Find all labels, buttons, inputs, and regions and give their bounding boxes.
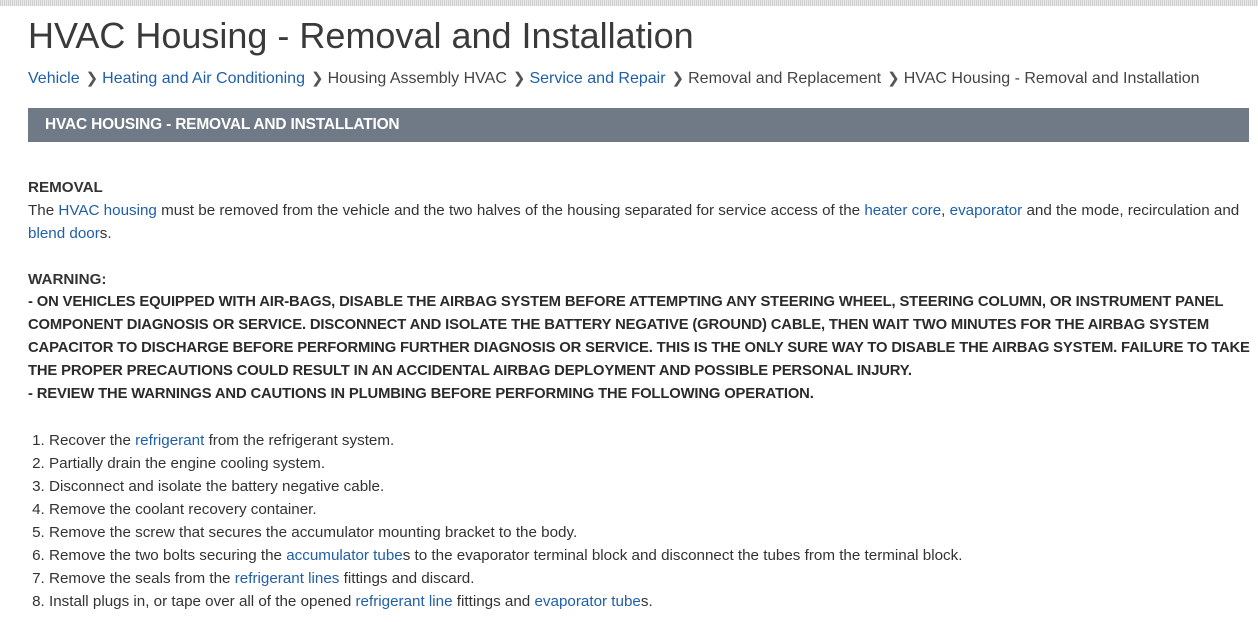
page-title: HVAC Housing - Removal and Installation xyxy=(28,15,694,56)
section-header-title: HVAC HOUSING - REMOVAL AND INSTALLATION xyxy=(45,116,400,133)
link-blend-door[interactable]: blend door xyxy=(28,225,100,242)
text: Install plugs in, or tape over all of the opened xyxy=(49,593,356,610)
text: and the mode, recirculation and xyxy=(1022,202,1240,219)
text: fittings and xyxy=(452,593,535,610)
breadcrumb-item-removal-replacement: Removal and Replacement xyxy=(688,70,882,87)
link-hvac-housing[interactable]: HVAC housing xyxy=(58,202,157,219)
breadcrumb-item-current: HVAC Housing - Removal and Installation xyxy=(903,70,1200,87)
text: Recover the xyxy=(49,432,136,449)
breadcrumb-item-housing-assembly: Housing Assembly HVAC xyxy=(327,70,507,87)
text: The xyxy=(28,202,59,219)
breadcrumb-item-heating-air-conditioning[interactable]: Heating and Air Conditioning xyxy=(102,70,305,87)
list-item xyxy=(49,544,1250,567)
breadcrumb xyxy=(28,68,1200,90)
chevron-right-icon: ❯ xyxy=(310,70,324,87)
text: s. xyxy=(99,225,112,242)
list-item: 2. Partially drain the engine cooling system. xyxy=(49,452,1250,475)
chevron-right-icon: ❯ xyxy=(887,70,900,87)
link-refrigerant[interactable]: refrigerant xyxy=(135,432,205,449)
warning-airbag: - ON VEHICLES EQUIPPED WITH AIR-BAGS, DISABLE THE AIRBAG SYSTEM BEFORE ATTEMPTING ANY STEERING WHEEL, STEERING COLUMN, OR INSTRUMENT PANEL COMPONENT DIAGNOSIS OR SERVICE. DISCONNECT AND ISOLATE THE BATTERY NEGATIVE (GROUND) CABLE, THEN WAIT TWO MINUTES FOR THE AIRBAG SYSTEM CAPACITOR TO DISCHARGE BEFORE PERFORMING FURTHER DIAGNOSIS OR SERVICE. THIS IS THE ONLY SURE WAY TO DISABLE THE AIRBAG SYSTEM. FAILURE TO TAKE THE PROPER PRECAUTIONS COULD RESULT IN AN ACCIDENTAL AIRBAG DEPLOYMENT AND POSSIBLE PERSONAL INJURY. xyxy=(28,294,1250,379)
chevron-right-icon: ❯ xyxy=(671,70,685,87)
removal-heading: REMOVAL xyxy=(28,179,103,196)
removal-steps-list xyxy=(28,429,1250,613)
breadcrumb-item-vehicle[interactable]: Vehicle xyxy=(28,70,80,87)
warning-plumbing: - REVIEW THE WARNINGS AND CAUTIONS IN PLUMBING BEFORE PERFORMING THE FOLLOWING OPERATION. xyxy=(28,386,814,402)
text: Remove the seals from the xyxy=(49,570,235,587)
breadcrumb-item-service-repair[interactable]: Service and Repair xyxy=(529,70,666,87)
text: s. xyxy=(640,593,653,610)
link-evaporator[interactable]: evaporator xyxy=(949,202,1023,219)
link-accumulator-tube[interactable]: accumulator tube xyxy=(286,547,403,564)
warning-heading: WARNING: xyxy=(28,271,107,288)
list-item: 4. Remove the coolant recovery container. xyxy=(49,498,1250,521)
list-item xyxy=(49,590,1250,613)
link-refrigerant-line[interactable]: refrigerant line xyxy=(355,593,453,610)
section-header-bar xyxy=(28,108,1249,142)
list-item xyxy=(49,429,1250,452)
list-item: 3. Disconnect and isolate the battery negative cable. xyxy=(49,475,1250,498)
list-item xyxy=(49,567,1250,590)
text: s to the evaporator terminal block and disconnect the tubes from the terminal block. xyxy=(402,547,963,564)
text: must be removed from the vehicle and the two halves of the housing separated for service access of the xyxy=(156,202,865,219)
top-border xyxy=(0,0,1258,6)
link-refrigerant-lines[interactable]: refrigerant lines xyxy=(234,570,340,587)
link-heater-core[interactable]: heater core xyxy=(864,202,942,219)
article-content xyxy=(28,176,1250,613)
text: from the refrigerant system. xyxy=(204,432,395,449)
link-evaporator-tube[interactable]: evaporator tube xyxy=(534,593,641,610)
text: , xyxy=(941,202,950,219)
removal-paragraph xyxy=(28,199,1250,245)
chevron-right-icon: ❯ xyxy=(85,70,99,87)
text: fittings and discard. xyxy=(339,570,475,587)
chevron-right-icon: ❯ xyxy=(512,70,526,87)
text: Remove the two bolts securing the xyxy=(49,547,287,564)
list-item: 5. Remove the screw that secures the accumulator mounting bracket to the body. xyxy=(49,521,1250,544)
